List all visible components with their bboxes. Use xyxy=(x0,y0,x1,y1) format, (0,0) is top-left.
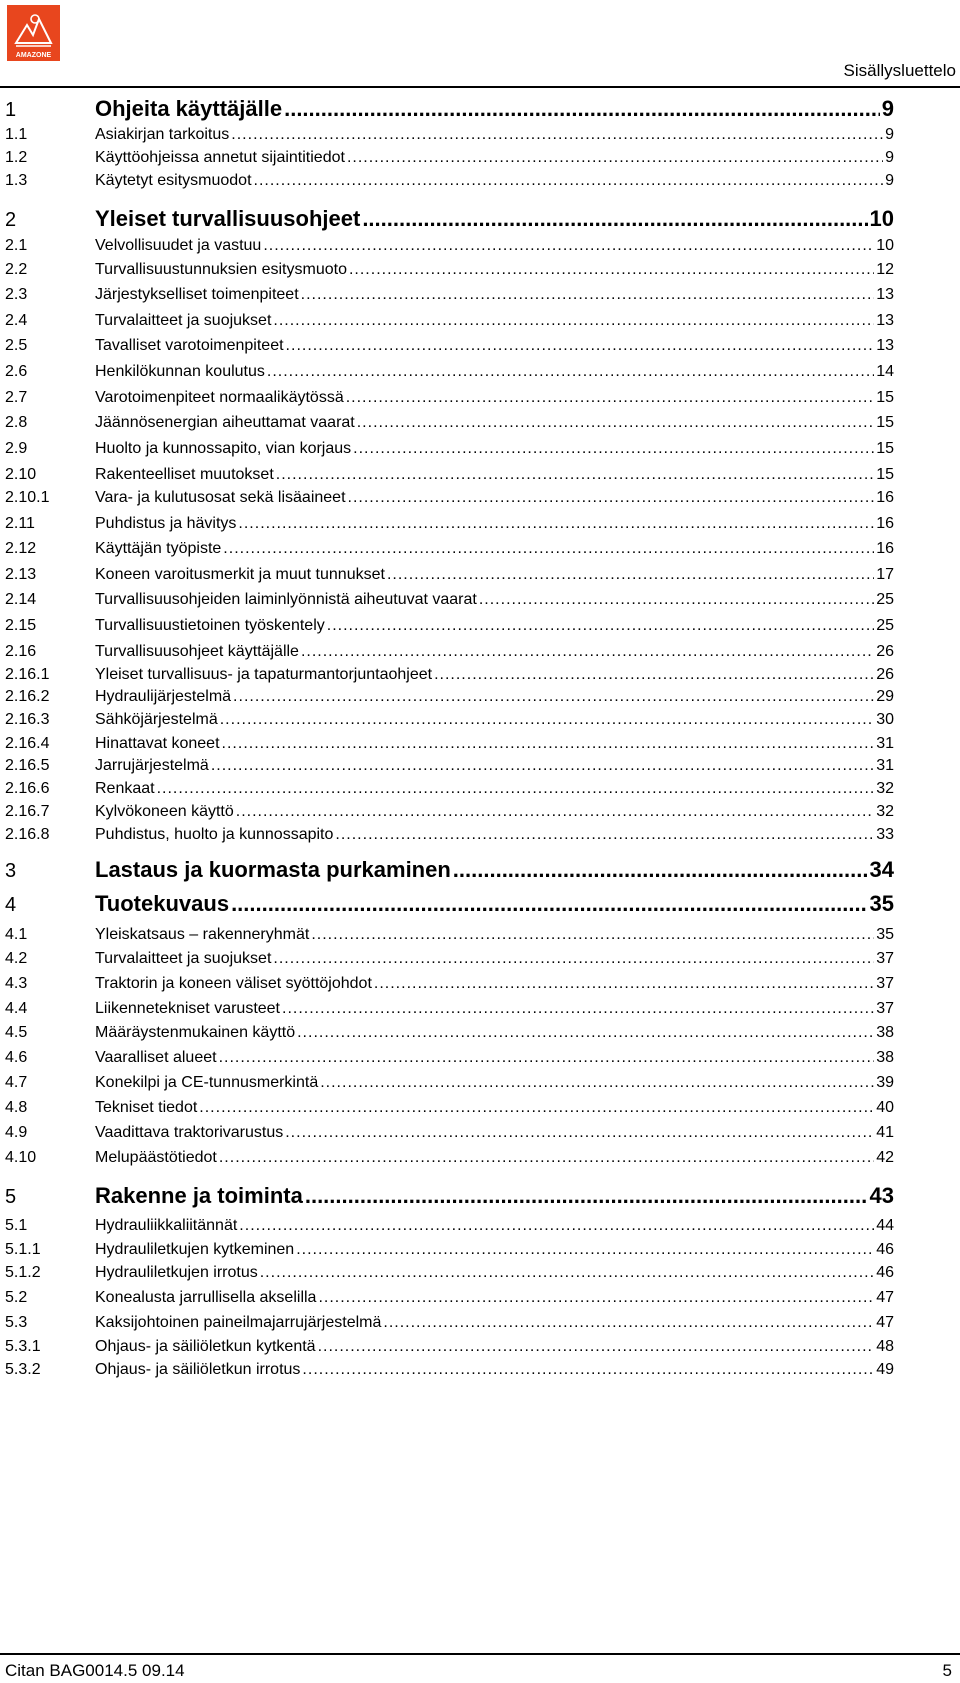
toc-dot-leader xyxy=(238,515,874,533)
toc-entry-title: Kylvökoneen käyttö xyxy=(95,803,234,820)
toc-entry-title: Ohjeita käyttäjälle xyxy=(95,96,283,121)
toc-entry-page: 38 xyxy=(876,1049,894,1066)
toc-entry[interactable] xyxy=(5,149,894,169)
toc-entry[interactable] xyxy=(5,591,894,611)
toc-entry-title: Käyttöohjeissa annetut sijaintitiedot xyxy=(95,149,345,166)
toc-dot-leader xyxy=(239,1217,874,1235)
toc-entry-title: Jarrujärjestelmä xyxy=(95,757,209,774)
toc-entry-number: 5.3 xyxy=(5,1314,28,1331)
toc-entry[interactable] xyxy=(5,286,894,306)
toc-entry-number: 1.2 xyxy=(5,149,28,166)
toc-entry[interactable] xyxy=(5,1149,894,1169)
toc-entry[interactable] xyxy=(5,312,894,332)
toc-entry-title: Määräystenmukainen käyttö xyxy=(95,1024,296,1041)
toc-dot-leader xyxy=(267,363,874,381)
toc-entry-page: 37 xyxy=(876,1000,894,1017)
toc-entry-title: Konealusta jarrullisella akselilla xyxy=(95,1289,317,1306)
toc-dot-leader xyxy=(327,617,874,635)
toc-entry-number: 2.9 xyxy=(5,440,28,457)
toc-entry-number: 2.7 xyxy=(5,389,28,406)
toc-entry-number: 2 xyxy=(5,209,17,231)
toc-entry-title: Käyttäjän työpiste xyxy=(95,540,222,557)
toc-entry[interactable] xyxy=(5,757,894,777)
toc-entry-number: 2.10.1 xyxy=(5,489,50,506)
toc-entry[interactable] xyxy=(5,466,894,486)
toc-entry-page: 35 xyxy=(869,891,894,916)
toc-entry-title: Ohjaus- ja säiliöletkun kytkentä xyxy=(95,1338,316,1355)
toc-entry-title: Tekniset tiedot xyxy=(95,1099,198,1116)
toc-entry-title: Ohjaus- ja säiliöletkun irrotus xyxy=(95,1361,301,1378)
toc-entry-title: Yleiskatsaus – rakenneryhmät xyxy=(95,926,310,943)
page-number: 5 xyxy=(942,1661,952,1680)
toc-entry[interactable] xyxy=(5,1049,894,1069)
toc-entry-page: 17 xyxy=(876,566,894,583)
toc-dot-leader xyxy=(335,826,874,844)
toc-entry[interactable] xyxy=(5,1361,894,1381)
toc-entry-page: 46 xyxy=(876,1241,894,1258)
toc-entry-page: 15 xyxy=(876,414,894,431)
toc-dot-leader xyxy=(434,666,874,684)
toc-entry-page: 37 xyxy=(876,975,894,992)
toc-entry-number: 2.16.1 xyxy=(5,666,50,683)
toc-entry-title: Puhdistus ja hävitys xyxy=(95,515,237,532)
toc-entry-page: 9 xyxy=(881,96,894,121)
toc-entry-title: Puhdistus, huolto ja kunnossapito xyxy=(95,826,334,843)
toc-entry-page: 16 xyxy=(876,540,894,557)
toc-entry-title: Huolto ja kunnossapito, vian korjaus xyxy=(95,440,352,457)
toc-entry-number: 4.5 xyxy=(5,1024,28,1041)
toc-dot-leader xyxy=(276,466,874,484)
toc-dot-leader xyxy=(301,643,874,661)
toc-entry-page: 31 xyxy=(876,757,894,774)
toc-entry[interactable] xyxy=(5,261,894,281)
toc-entry-number: 2.16.3 xyxy=(5,711,50,728)
toc-entry-page: 12 xyxy=(876,261,894,278)
toc-entry-number: 2.12 xyxy=(5,540,37,557)
toc-entry[interactable] xyxy=(5,566,894,586)
toc-entry[interactable] xyxy=(5,1024,894,1044)
toc-entry[interactable] xyxy=(5,96,894,124)
toc-entry[interactable] xyxy=(5,735,894,755)
toc-entry[interactable] xyxy=(5,826,894,846)
toc-entry-page: 35 xyxy=(876,926,894,943)
toc-entry-page: 30 xyxy=(876,711,894,728)
toc-entry-page: 9 xyxy=(885,126,894,143)
toc-entry-title: Koneen varoitusmerkit ja muut tunnukset xyxy=(95,566,385,583)
toc-entry[interactable] xyxy=(5,363,894,383)
toc-dot-leader xyxy=(301,286,875,304)
toc-entry-page: 32 xyxy=(876,780,894,797)
toc-entry-title: Asiakirjan tarkoitus xyxy=(95,126,230,143)
toc-entry[interactable] xyxy=(5,389,894,409)
document-id: Citan BAG0014.5 09.14 xyxy=(5,1661,185,1680)
toc-entry[interactable] xyxy=(5,172,894,192)
section-title: Sisällysluettelo xyxy=(843,61,956,80)
toc-entry[interactable] xyxy=(5,1124,894,1144)
toc-entry-title: Liikennetekniset varusteet xyxy=(95,1000,280,1017)
toc-entry-title: Hinattavat koneet xyxy=(95,735,220,752)
toc-entry-title: Hydrauliletkujen kytkeminen xyxy=(95,1241,295,1258)
toc-entry-number: 2.4 xyxy=(5,312,28,329)
toc-entry-number: 4.7 xyxy=(5,1074,28,1091)
toc-entry[interactable] xyxy=(5,1000,894,1020)
toc-entry-number: 4.4 xyxy=(5,1000,28,1017)
toc-entry-title: Turvallisuusohjeet käyttäjälle xyxy=(95,643,299,660)
toc-entry-number: 2.1 xyxy=(5,237,28,254)
toc-dot-leader xyxy=(273,312,874,330)
toc-entry[interactable] xyxy=(5,1183,894,1211)
toc-entry-page: 47 xyxy=(876,1314,894,1331)
toc-entry-number: 2.6 xyxy=(5,363,28,380)
toc-entry-number: 5.1.2 xyxy=(5,1264,41,1281)
toc-entry-number: 5.3.1 xyxy=(5,1338,41,1355)
toc-entry[interactable] xyxy=(5,780,894,800)
toc-entry-title: Turvallisuustunnuksien esitysmuoto xyxy=(95,261,347,278)
toc-dot-leader xyxy=(348,489,875,507)
toc-dot-leader xyxy=(219,1149,874,1167)
toc-entry[interactable] xyxy=(5,515,894,535)
toc-entry-title: Konekilpi ja CE-tunnusmerkintä xyxy=(95,1074,319,1091)
amazone-logo xyxy=(7,5,60,61)
toc-dot-leader xyxy=(297,1024,874,1042)
toc-dot-leader xyxy=(296,1241,874,1259)
toc-dot-leader xyxy=(236,803,874,821)
toc-entry-page: 37 xyxy=(876,950,894,967)
toc-dot-leader xyxy=(357,414,874,432)
toc-entry-title: Turvallisuusohjeiden laiminlyönnistä aiheutuvat vaarat xyxy=(95,591,477,608)
toc-entry-page: 43 xyxy=(869,1183,894,1208)
toc-entry-number: 1.3 xyxy=(5,172,28,189)
toc-entry[interactable] xyxy=(5,617,894,637)
toc-dot-leader xyxy=(254,172,884,190)
toc-entry-number: 4.9 xyxy=(5,1124,28,1141)
toc-entry-page: 46 xyxy=(876,1264,894,1281)
amazone-logo-icon xyxy=(7,5,60,61)
toc-entry-page: 40 xyxy=(876,1099,894,1116)
toc-entry[interactable] xyxy=(5,975,894,995)
toc-dot-leader xyxy=(318,1338,875,1356)
toc-entry-number: 2.16.4 xyxy=(5,735,50,752)
toc-entry[interactable] xyxy=(5,126,894,146)
toc-entry[interactable] xyxy=(5,540,894,560)
toc-entry-number: 2.2 xyxy=(5,261,28,278)
toc-dot-leader xyxy=(222,735,875,753)
toc-entry[interactable] xyxy=(5,803,894,823)
toc-entry[interactable] xyxy=(5,1264,894,1284)
toc-entry-number: 4.6 xyxy=(5,1049,28,1066)
toc-entry-title: Vaadittava traktorivarustus xyxy=(95,1124,284,1141)
toc-entry-number: 4.2 xyxy=(5,950,28,967)
toc-dot-leader xyxy=(346,389,874,407)
toc-entry-number: 2.11 xyxy=(5,515,35,532)
toc-entry-number: 2.10 xyxy=(5,466,37,483)
toc-dot-leader xyxy=(383,1314,874,1332)
toc-entry[interactable] xyxy=(5,643,894,663)
toc-entry[interactable] xyxy=(5,857,894,885)
toc-entry-title: Varotoimenpiteet normaalikäytössä xyxy=(95,389,344,406)
toc-entry-page: 16 xyxy=(876,515,894,532)
toc-entry-number: 5.1.1 xyxy=(5,1241,41,1258)
toc-dot-leader xyxy=(349,261,874,279)
toc-dot-leader xyxy=(284,96,880,122)
toc-entry-page: 44 xyxy=(876,1217,894,1234)
toc-entry-number: 4.8 xyxy=(5,1099,28,1116)
toc-entry-page: 9 xyxy=(885,172,894,189)
toc-entry-number: 1 xyxy=(5,99,17,121)
toc-dot-leader xyxy=(311,926,874,944)
toc-entry-number: 2.16.6 xyxy=(5,780,50,797)
toc-dot-leader xyxy=(479,591,874,609)
toc-dot-leader xyxy=(302,1361,874,1379)
toc-entry-page: 25 xyxy=(876,591,894,608)
toc-dot-leader xyxy=(223,540,874,558)
toc-entry-page: 13 xyxy=(876,312,894,329)
toc-entry-number: 2.13 xyxy=(5,566,37,583)
toc-entry-number: 2.14 xyxy=(5,591,37,608)
toc-entry-number: 5 xyxy=(5,1186,17,1208)
toc-entry-page: 13 xyxy=(876,337,894,354)
toc-dot-leader xyxy=(220,711,874,729)
toc-dot-leader xyxy=(199,1099,874,1117)
toc-entry-title: Velvollisuudet ja vastuu xyxy=(95,237,262,254)
toc-entry[interactable] xyxy=(5,1338,894,1358)
header-divider xyxy=(0,86,960,88)
toc-entry-number: 2.8 xyxy=(5,414,28,431)
toc-entry[interactable] xyxy=(5,950,894,970)
toc-entry-page: 16 xyxy=(876,489,894,506)
toc-entry-title: Renkaat xyxy=(95,780,155,797)
toc-entry-page: 49 xyxy=(876,1361,894,1378)
toc-dot-leader xyxy=(231,126,883,144)
toc-entry[interactable] xyxy=(5,440,894,460)
toc-entry-number: 2.16.7 xyxy=(5,803,50,820)
toc-entry-page: 32 xyxy=(876,803,894,820)
toc-entry[interactable] xyxy=(5,666,894,686)
toc-entry-page: 26 xyxy=(876,643,894,660)
toc-entry[interactable] xyxy=(5,926,894,946)
toc-entry-title: Hydrauliikkaliitännät xyxy=(95,1217,238,1234)
toc-dot-leader xyxy=(219,1049,875,1067)
toc-entry[interactable] xyxy=(5,1217,894,1237)
toc-dot-leader xyxy=(286,337,875,355)
toc-dot-leader xyxy=(362,206,867,232)
toc-entry-page: 10 xyxy=(869,206,894,231)
toc-entry-page: 41 xyxy=(876,1124,894,1141)
toc-entry-title: Vara- ja kulutusosat sekä lisäaineet xyxy=(95,489,346,506)
toc-dot-leader xyxy=(263,237,874,255)
toc-entry-number: 2.16 xyxy=(5,643,37,660)
toc-entry-number: 4.1 xyxy=(5,926,28,943)
toc-entry-title: Lastaus ja kuormasta purkaminen xyxy=(95,857,451,882)
logo-text: AMAZONE xyxy=(15,52,52,59)
toc-entry-title: Tuotekuvaus xyxy=(95,891,230,916)
toc-dot-leader xyxy=(231,891,867,917)
toc-dot-leader xyxy=(320,1074,874,1092)
toc-entry-page: 47 xyxy=(876,1289,894,1306)
toc-entry-page: 39 xyxy=(876,1074,894,1091)
toc-entry-title: Hydrauliletkujen irrotus xyxy=(95,1264,258,1281)
toc-entry-number: 5.1 xyxy=(5,1217,28,1234)
toc-entry-page: 26 xyxy=(876,666,894,683)
toc-entry-title: Turvalaitteet ja suojukset xyxy=(95,950,272,967)
toc-entry-number: 2.16.2 xyxy=(5,688,50,705)
toc-entry-title: Turvalaitteet ja suojukset xyxy=(95,312,272,329)
toc-entry[interactable] xyxy=(5,688,894,708)
toc-entry-page: 42 xyxy=(876,1149,894,1166)
footer-divider xyxy=(0,1653,960,1655)
toc-dot-leader xyxy=(282,1000,874,1018)
toc-entry-number: 1.1 xyxy=(5,126,28,143)
toc-dot-leader xyxy=(285,1124,874,1142)
toc-entry-number: 3 xyxy=(5,860,17,882)
toc-entry-title: Tavalliset varotoimenpiteet xyxy=(95,337,284,354)
toc-entry-page: 25 xyxy=(876,617,894,634)
toc-dot-leader xyxy=(387,566,874,584)
toc-entry-title: Rakenne ja toiminta xyxy=(95,1183,303,1208)
toc-entry[interactable] xyxy=(5,1289,894,1309)
toc-entry-page: 14 xyxy=(876,363,894,380)
toc-entry-page: 38 xyxy=(876,1024,894,1041)
toc-entry-page: 10 xyxy=(876,237,894,254)
toc-entry-number: 5.2 xyxy=(5,1289,28,1306)
toc-dot-leader xyxy=(260,1264,874,1282)
toc-entry-number: 4.3 xyxy=(5,975,28,992)
toc-dot-leader xyxy=(273,950,874,968)
toc-entry[interactable] xyxy=(5,891,894,919)
toc-entry-title: Jäännösenergian aiheuttamat vaarat xyxy=(95,414,355,431)
toc-entry-title: Sähköjärjestelmä xyxy=(95,711,218,728)
toc-entry-title: Turvallisuustietoinen työskentely xyxy=(95,617,325,634)
toc-entry[interactable] xyxy=(5,337,894,357)
toc-entry-page: 13 xyxy=(876,286,894,303)
toc-entry-number: 2.16.8 xyxy=(5,826,50,843)
toc-entry[interactable] xyxy=(5,1074,894,1094)
toc-entry[interactable] xyxy=(5,489,894,509)
toc-entry[interactable] xyxy=(5,711,894,731)
toc-entry-title: Melupäästötiedot xyxy=(95,1149,217,1166)
toc-entry-number: 4 xyxy=(5,894,17,916)
toc-entry-number: 2.3 xyxy=(5,286,28,303)
toc-entry-title: Käytetyt esitysmuodot xyxy=(95,172,252,189)
toc-dot-leader xyxy=(353,440,874,458)
toc-entry[interactable] xyxy=(5,1241,894,1261)
toc-entry-page: 31 xyxy=(876,735,894,752)
toc-entry-title: Yleiset turvallisuusohjeet xyxy=(95,206,361,231)
toc-entry-page: 29 xyxy=(876,688,894,705)
toc-dot-leader xyxy=(318,1289,874,1307)
toc-entry-number: 5.3.2 xyxy=(5,1361,41,1378)
toc-dot-leader xyxy=(347,149,883,167)
toc-entry-title: Vaaralliset alueet xyxy=(95,1049,217,1066)
toc-entry-title: Yleiset turvallisuus- ja tapaturmantorjuntaohjeet xyxy=(95,666,433,683)
toc-entry-number: 2.15 xyxy=(5,617,37,634)
toc-entry[interactable] xyxy=(5,1099,894,1119)
toc-entry-title: Henkilökunnan koulutus xyxy=(95,363,265,380)
toc-dot-leader xyxy=(453,857,868,883)
toc-entry-title: Traktorin ja koneen väliset syöttöjohdot xyxy=(95,975,372,992)
toc-entry-title: Järjestykselliset toimenpiteet xyxy=(95,286,299,303)
toc-entry-page: 15 xyxy=(876,466,894,483)
toc-entry-number: 2.16.5 xyxy=(5,757,50,774)
toc-entry-title: Kaksijohtoinen paineilmajarrujärjestelmä xyxy=(95,1314,382,1331)
toc-dot-leader xyxy=(374,975,874,993)
toc-entry[interactable] xyxy=(5,414,894,434)
toc-dot-leader xyxy=(211,757,874,775)
toc-entry-title: Hydraulijärjestelmä xyxy=(95,688,232,705)
toc-entry-number: 4.10 xyxy=(5,1149,37,1166)
toc-entry-page: 34 xyxy=(869,857,894,882)
toc-dot-leader xyxy=(233,688,874,706)
toc-entry[interactable] xyxy=(5,1314,894,1334)
toc-entry-title: Rakenteelliset muutokset xyxy=(95,466,274,483)
toc-entry-page: 15 xyxy=(876,389,894,406)
toc-entry-page: 15 xyxy=(876,440,894,457)
toc-entry-page: 48 xyxy=(876,1338,894,1355)
toc-dot-leader xyxy=(157,780,875,798)
toc-entry[interactable] xyxy=(5,237,894,257)
toc-dot-leader xyxy=(305,1183,868,1209)
toc-entry-page: 9 xyxy=(885,149,894,166)
toc-entry-number: 2.5 xyxy=(5,337,28,354)
toc-entry[interactable] xyxy=(5,206,894,234)
toc-entry-page: 33 xyxy=(876,826,894,843)
